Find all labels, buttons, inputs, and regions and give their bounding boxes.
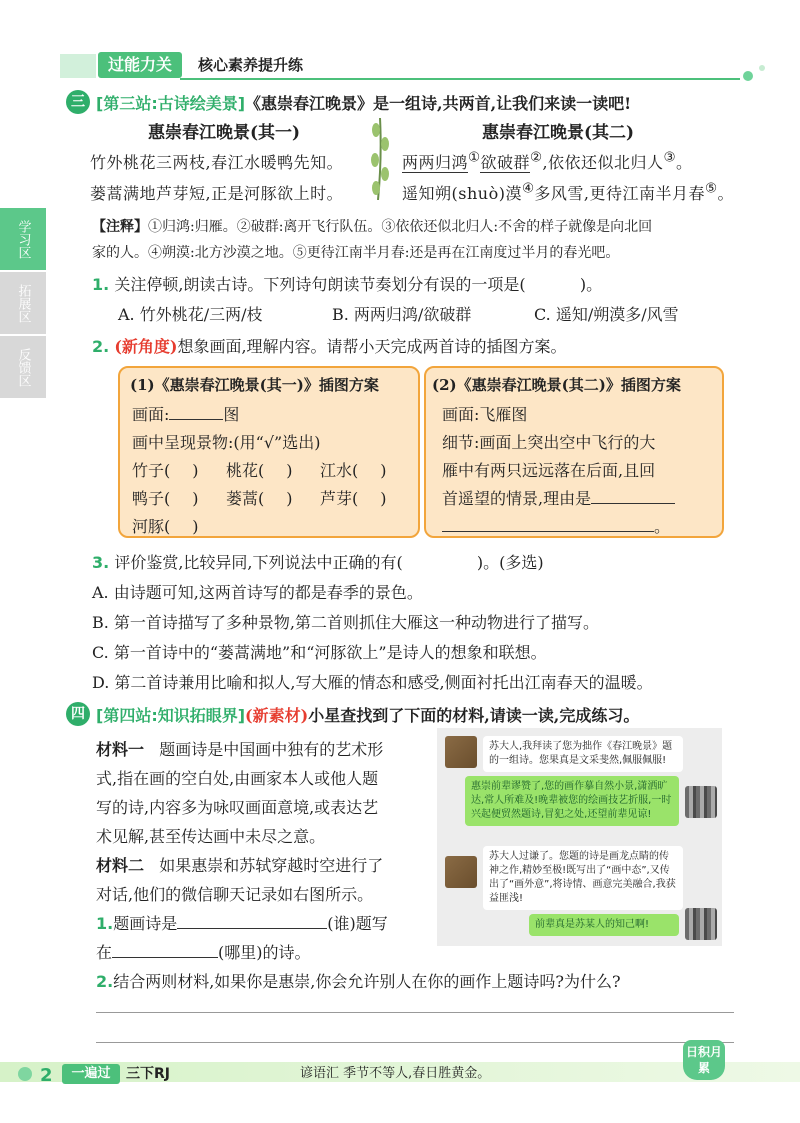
note-mark-5: ⑤ [705, 181, 718, 197]
chat-message-1: 苏大人,我拜读了您为拙作《春江晚景》题的一组诗。您果真是文采斐然,佩服佩服! [483, 736, 683, 772]
poem2-line1-b: 欲破群 [480, 153, 530, 172]
box1-scene [132, 402, 239, 425]
avatar-huichong [445, 736, 477, 768]
proverb: 谚语汇 季节不等人,春日胜黄金。 [300, 1066, 491, 1081]
s4-q1-where-blank[interactable] [112, 957, 218, 958]
side-tab-extend[interactable]: 拓展区 [0, 272, 46, 336]
box2-title: (2)《惠崇春江晚景(其二)》插图方案 [432, 376, 681, 394]
s4-q2 [96, 969, 621, 992]
m1-line1 [96, 737, 383, 760]
box1-item-peach [226, 458, 293, 481]
s4-q1-c: 在 [96, 943, 113, 962]
note-mark-2: ② [529, 150, 543, 166]
s3-q1-close: )。 [579, 275, 603, 294]
notes-label: 【注释】 [92, 219, 148, 235]
item-label-river: 江水( [320, 461, 359, 480]
box2-detail4 [442, 514, 670, 537]
poem1-line1: 竹外桃花三两枝,春江水暖鸭先知。 [90, 153, 344, 172]
section3-badge: 三 [66, 90, 90, 114]
s3-q2-num: 2. [92, 337, 110, 356]
s4-q1-who-blank[interactable] [177, 928, 327, 929]
s3-q3-option-c[interactable]: C. 第一首诗中的“蒌蒿满地”和“河豚欲上”是诗人的想象和联想。 [92, 643, 547, 662]
s4-q1-d: (哪里)的诗。 [218, 943, 311, 962]
item-label-reed: 芦芽( [320, 489, 359, 508]
m1-label: 材料一 [96, 740, 145, 759]
box1-items-label: 画中呈现景物:(用“√”选出) [132, 433, 321, 452]
box1-item-river [320, 458, 387, 481]
s3-q3 [92, 550, 544, 573]
avatar-sushi [685, 786, 717, 818]
s4-q1-b: (谁)题写 [327, 914, 388, 933]
note-mark-3: ③ [663, 150, 676, 166]
box1-item-bamboo [132, 458, 199, 481]
answer-line-1[interactable] [96, 1012, 734, 1013]
item-close-puffer: ) [192, 517, 199, 536]
chat-message-4: 前辈真是苏某人的知己啊! [529, 914, 679, 936]
item-label-louhao: 蒌蒿( [226, 489, 265, 508]
side-tab-feedback[interactable]: 反馈区 [0, 336, 46, 400]
notes-line1 [92, 216, 652, 236]
item-label-bamboo: 竹子( [132, 461, 171, 480]
willow-branch-icon [368, 118, 392, 200]
s3-q2 [92, 334, 567, 357]
s3-q3-option-b[interactable]: B. 第一首诗描写了多种景物,第二首则抓住大雁这一种动物进行了描写。 [92, 613, 600, 632]
chat-message-2: 惠崇前辈谬赞了,您的画作摹自然小景,潇洒旷达,常人所难及!晚辈被您的绘画技艺折服,一时兴起便贸然题诗,冒犯之处,还望前辈见谅! [465, 776, 679, 826]
section4-heading [96, 703, 639, 726]
notes-text1: ①归鸿:归雁。②破群:离开飞行队伍。③依依还似北归人:不舍的样子就像是向北回 [148, 219, 653, 235]
box1-scene-label: 画面: [132, 405, 170, 424]
s3-q3-option-a[interactable]: A. 由诗题可知,这两首诗写的都是春季的景色。 [92, 583, 423, 602]
section3-intro: 《惠崇春江晚景》是一组诗,共两首,让我们来读一读吧! [245, 94, 632, 113]
box1-scene-suffix: 图 [223, 405, 240, 424]
box2-reason-blank-2[interactable] [442, 531, 654, 532]
poem2-line1 [402, 150, 693, 173]
s4-q1-line2 [96, 940, 311, 963]
section4-station: [第四站:知识拓眼界] [96, 706, 246, 725]
poem2-title: 惠崇春江晚景(其二) [482, 123, 635, 143]
poem2-line2 [402, 181, 734, 204]
item-close-bamboo: ) [192, 461, 199, 480]
m1-line2: 式,指在画的空白处,由画家本人或他人题 [96, 769, 379, 788]
box2-detail1: 细节:画面上突出空中飞行的大 [442, 433, 656, 452]
section4-tag: (新素材) [245, 706, 309, 725]
s3-q3-text: 评价鉴赏,比较异同,下列说法中正确的有( [114, 553, 403, 572]
s3-q2-tag: (新角度) [114, 337, 178, 356]
box1-scene-blank[interactable] [169, 419, 223, 420]
wechat-chat-screenshot [437, 728, 722, 946]
box2-detail2: 雁中有两只远远落在后面,且回 [442, 461, 656, 480]
poem1-title: 惠崇春江晚景(其一) [148, 123, 301, 143]
poem1-line2: 蒌蒿满地芦芽短,正是河豚欲上时。 [90, 184, 344, 203]
m2-line2: 对话,他们的微信聊天记录如右图所示。 [96, 885, 374, 904]
poem2-line1-c: ,依依还似北归人 [542, 153, 664, 172]
poem2-line1-d: 。 [675, 153, 693, 172]
daily-badge: 日积月累 [683, 1040, 725, 1080]
header-tag: 过能力关 [98, 52, 182, 78]
s4-q2-text: 结合两则材料,如果你是惠崇,你会允许别人在你的画作上题诗吗?为什么? [113, 972, 621, 991]
box1-item-duck [132, 486, 199, 509]
s3-q3-option-d[interactable]: D. 第二首诗兼用比喻和拟人,写大雁的情态和感受,侧面衬托出江南春天的温暖。 [92, 673, 653, 692]
s3-q2-text: 想象画面,理解内容。请帮小天完成两首诗的插图方案。 [177, 337, 567, 356]
s4-q1-a: 题画诗是 [113, 914, 178, 933]
item-label-duck: 鸭子( [132, 489, 171, 508]
poem2-line2-b: 多风雪,更待江南半月春 [534, 184, 705, 203]
m2-line1 [96, 853, 383, 876]
box2-reason-blank[interactable] [591, 503, 675, 504]
box2-detail-end: 。 [654, 517, 671, 536]
s3-q3-close: )。(多选) [476, 553, 544, 572]
poem2-line1-a: 两两归鸿 [402, 153, 469, 172]
box1-title: (1)《惠崇春江晚景(其一)》插图方案 [130, 376, 379, 394]
section3-heading [96, 91, 631, 114]
m2-text1: 如果惠崇和苏轼穿越时空进行了 [159, 856, 384, 875]
item-label-peach: 桃花( [226, 461, 265, 480]
grade-label: 三下RJ [126, 1066, 170, 1082]
box2-detail3-text: 首遥望的情景,理由是 [442, 489, 592, 508]
box1-item-reed [320, 486, 387, 509]
s3-q1 [92, 272, 602, 295]
section4-badge: 四 [66, 702, 90, 726]
s3-q1-text: 关注停顿,朗读古诗。下列诗句朗读节奏划分有误的一项是( [114, 275, 526, 294]
item-close-reed: ) [380, 489, 387, 508]
item-close-peach: ) [286, 461, 293, 480]
avatar-huichong-2 [445, 856, 477, 888]
m1-text1: 题画诗是中国画中独有的艺术形 [159, 740, 384, 759]
poem2-line2-a: 遥知朔(shuò)漠 [402, 184, 522, 203]
box1-item-louhao [226, 486, 293, 509]
box2-detail3 [442, 486, 675, 509]
item-close-river: ) [380, 461, 387, 480]
chat-message-3: 苏大人过谦了。您题的诗是画龙点睛的传神之作,精妙至极!既写出了“画中态”,又传出了“画外意”,将诗情、画意完美融合,我获益匪浅! [483, 846, 683, 910]
section3-station: [第三站:古诗绘美景] [96, 94, 246, 113]
s4-q2-num: 2. [96, 972, 114, 991]
header-subtitle: 核心素养提升练 [198, 56, 304, 74]
notes-line2: 家的人。④朔漠:北方沙漠之地。⑤更待江南半月春:还是再在江南度过半月的春光吧。 [92, 245, 620, 261]
item-label-puffer: 河豚( [132, 517, 171, 536]
side-tab-study[interactable]: 学习区 [0, 208, 46, 272]
m1-line3: 写的诗,内容多为咏叹画面意境,或表达艺 [96, 798, 379, 817]
s3-q1-option-c[interactable]: C. 遥知/朔漠多/风雪 [534, 305, 679, 324]
box2-scene: 画面:飞雁图 [442, 405, 528, 424]
s4-q1-line1 [96, 911, 388, 934]
s3-q1-option-a[interactable]: A. 竹外桃花/三两/枝 [118, 305, 263, 324]
s4-q1-num: 1. [96, 914, 114, 933]
section4-intro: 小星查找到了下面的材料,请读一读,完成练习。 [308, 706, 640, 725]
poem2-line2-c: 。 [717, 184, 734, 203]
item-close-louhao: ) [286, 489, 293, 508]
avatar-sushi-2 [685, 908, 717, 940]
m1-line4: 术见解,甚至传达画中未尽之意。 [96, 827, 326, 846]
header-underline [180, 78, 740, 80]
note-mark-1: ① [468, 150, 481, 166]
brand-logo: 一遍过 [62, 1064, 120, 1084]
answer-line-2[interactable] [96, 1042, 734, 1043]
footer-dot-icon [14, 1064, 36, 1084]
s3-q3-num: 3. [92, 553, 110, 572]
box1-item-puffer [132, 514, 199, 537]
s3-q1-option-b[interactable]: B. 两两归鸿/欲破群 [332, 305, 472, 324]
page-number: 2 [40, 1065, 53, 1086]
note-mark-4: ④ [521, 181, 535, 197]
s3-q1-num: 1. [92, 275, 110, 294]
item-close-duck: ) [192, 489, 199, 508]
m2-label: 材料二 [96, 856, 145, 875]
